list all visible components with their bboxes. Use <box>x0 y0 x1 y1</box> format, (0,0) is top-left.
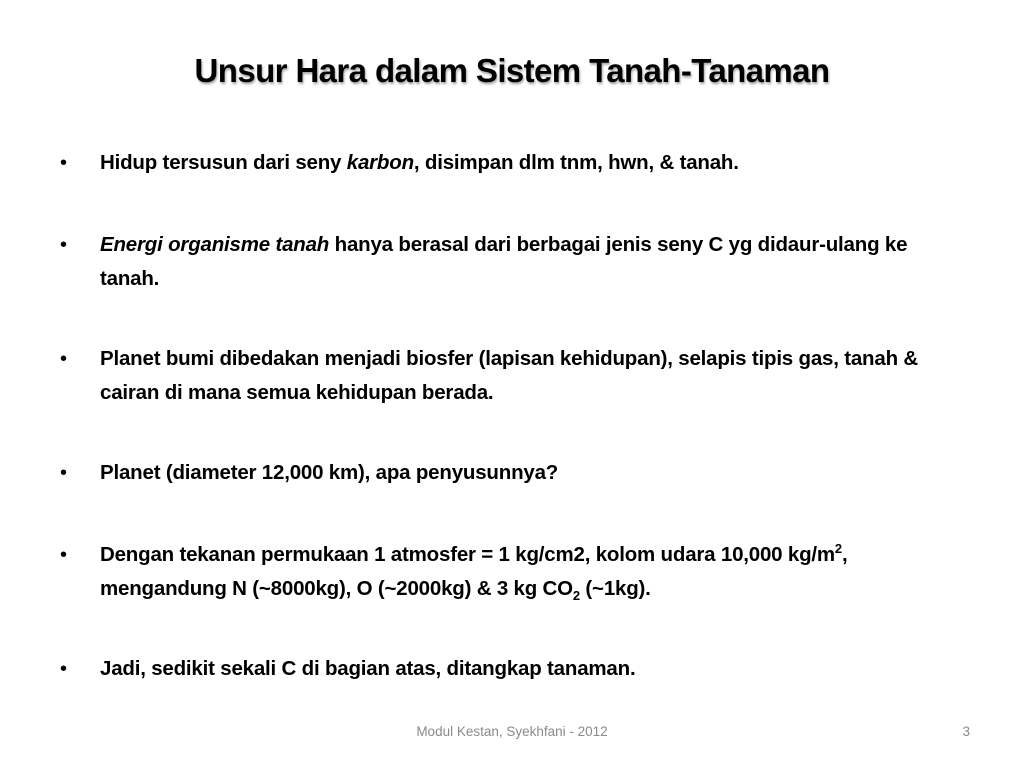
bullet-icon: • <box>60 152 67 174</box>
bullet-text: Planet (diameter 12,000 km), apa penyusunnya? <box>100 461 559 484</box>
bullet-icon: • <box>60 348 67 370</box>
bullet-emphasis: karbon <box>346 151 414 174</box>
slide-title: Unsur Hara dalam Sistem Tanah-Tanaman <box>194 52 830 89</box>
bullet-icon: • <box>60 462 67 484</box>
bullet-item <box>58 538 968 606</box>
bullet-emphasis: Energi organisme tanah <box>100 233 330 256</box>
bullet-item <box>58 228 968 296</box>
bullet-text: Hidup tersusun dari seny <box>100 151 347 174</box>
bullet-icon: • <box>60 544 67 566</box>
page-number: 3 <box>962 724 970 739</box>
bullet-item <box>58 146 739 180</box>
bullet-icon: • <box>60 658 67 680</box>
bullet-text: Jadi, sedikit sekali C di bagian atas, ditangkap tanaman. <box>100 657 636 680</box>
bullet-item <box>58 342 968 410</box>
bullet-item <box>58 456 558 490</box>
bullet-text: , mengandung N (~8000kg), O (~2000kg) & 3 kg CO <box>100 543 848 600</box>
bullet-text: hanya berasal dari berbagai jenis seny C yg didaur-ulang ke tanah. <box>100 233 908 290</box>
bullet-text: Planet bumi dibedakan menjadi biosfer (lapisan kehidupan), selapis tipis gas, tanah & cairan di mana semua kehidupan berada. <box>100 347 918 404</box>
superscript: 2 <box>834 541 842 556</box>
bullet-item <box>58 652 635 686</box>
bullet-text: , disimpan dlm tnm, hwn, & tanah. <box>413 151 739 174</box>
bullet-icon: • <box>60 234 67 256</box>
subscript: 2 <box>572 588 580 603</box>
slide-footer: Modul Kestan, Syekhfani - 2012 <box>416 724 608 739</box>
bullet-text: Dengan tekanan permukaan 1 atmosfer = 1 kg/cm2, kolom udara 10,000 kg/m <box>100 543 835 566</box>
bullet-text: (~1kg). <box>579 577 651 600</box>
